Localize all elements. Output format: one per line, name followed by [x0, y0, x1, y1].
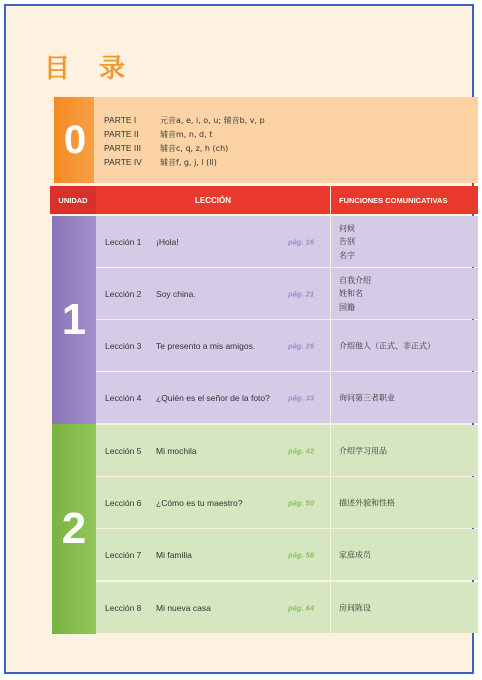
lesson-title: Mi familia — [156, 549, 192, 560]
function-item: 家庭成员 — [339, 549, 371, 559]
lesson-page: pág. 26 — [288, 341, 314, 350]
functions-list — [339, 339, 435, 353]
functions-list — [339, 273, 371, 314]
functions-cell — [331, 529, 478, 580]
lesson-row[interactable] — [96, 216, 478, 267]
lesson-title: ¡Hola! — [156, 236, 179, 247]
funciones-header: FUNCIONES COMUNICATIVAS — [331, 186, 478, 214]
functions-list — [339, 221, 355, 262]
page-title: 目 录 — [44, 54, 136, 84]
function-item: 询问第三者职业 — [339, 392, 395, 402]
parte-desc: 辅音m, n, d, t — [160, 130, 213, 139]
lesson-page: pág. 50 — [288, 498, 314, 507]
lesson-row[interactable] — [96, 529, 478, 580]
lesson-cell — [96, 425, 330, 476]
function-item: 房间陈设 — [339, 602, 371, 612]
function-item: 自我介绍 — [339, 275, 371, 285]
functions-cell — [331, 425, 478, 476]
lesson-number: Lección 4 — [105, 392, 142, 403]
lesson-title: Te presento a mis amigos. — [156, 340, 256, 351]
lesson-cell — [96, 268, 330, 319]
lesson-row[interactable] — [96, 268, 478, 319]
lesson-row[interactable] — [96, 425, 478, 476]
parte-label: PARTE III — [104, 143, 142, 153]
unit-two-tab: 2 — [52, 424, 96, 634]
functions-list — [339, 444, 387, 458]
lesson-page: pág. 16 — [288, 237, 314, 246]
lesson-row[interactable] — [96, 582, 478, 633]
unit-one-tab: 1 — [52, 216, 96, 424]
parte-row — [104, 157, 217, 168]
function-item: 国籍 — [339, 302, 355, 312]
parte-label: PARTE II — [104, 129, 139, 139]
lesson-cell — [96, 529, 330, 580]
unidad-header-tab: UNIDAD — [50, 186, 96, 214]
lesson-number: Lección 6 — [105, 497, 142, 508]
lesson-number: Lección 5 — [105, 445, 142, 456]
parte-label: PARTE I — [104, 115, 137, 125]
lesson-page: pág. 33 — [288, 393, 314, 402]
function-item: 名字 — [339, 250, 355, 260]
lesson-page: pág. 42 — [288, 446, 314, 455]
function-item: 介绍学习用品 — [339, 445, 387, 455]
lesson-page: pág. 58 — [288, 550, 314, 559]
parte-label: PARTE IV — [104, 157, 142, 167]
lesson-cell — [96, 582, 330, 633]
lesson-row[interactable] — [96, 320, 478, 371]
unit-zero-tab: 0 — [54, 97, 96, 183]
functions-cell — [331, 268, 478, 319]
function-item: 告别 — [339, 236, 355, 246]
lesson-number: Lección 8 — [105, 602, 142, 613]
lesson-cell — [96, 372, 330, 423]
parte-row — [104, 143, 228, 154]
parte-desc: 辅音f, g, j, l (ll) — [160, 158, 217, 167]
functions-list — [339, 391, 395, 405]
partes-panel — [94, 97, 478, 183]
functions-list — [339, 496, 395, 510]
lesson-cell — [96, 216, 330, 267]
functions-list — [339, 601, 371, 615]
parte-desc: 元音a, e, i, o, u; 辅音b, v, p — [160, 116, 265, 125]
functions-cell — [331, 477, 478, 528]
functions-cell — [331, 216, 478, 267]
lesson-row[interactable] — [96, 477, 478, 528]
function-item: 问候 — [339, 223, 355, 233]
functions-cell — [331, 582, 478, 633]
lesson-cell — [96, 477, 330, 528]
lesson-number: Lección 2 — [105, 288, 142, 299]
lesson-title: Soy china. — [156, 288, 196, 299]
function-item: 描述外貌和性格 — [339, 497, 395, 507]
functions-cell — [331, 320, 478, 371]
lesson-number: Lección 3 — [105, 340, 142, 351]
lesson-page: pág. 64 — [288, 603, 314, 612]
lesson-title: Mi nueva casa — [156, 602, 211, 613]
functions-list — [339, 548, 371, 562]
lesson-title: ¿Cómo es tu maestro? — [156, 497, 243, 508]
parte-row — [104, 115, 265, 126]
lesson-page: pág. 21 — [288, 289, 314, 298]
parte-row — [104, 129, 212, 140]
parte-desc: 辅音c, q, z, h (ch) — [160, 144, 229, 153]
lesson-title: Mi mochila — [156, 445, 197, 456]
lesson-title: ¿Quién es el señor de la foto? — [156, 392, 270, 403]
lesson-row[interactable] — [96, 372, 478, 423]
lesson-cell — [96, 320, 330, 371]
leccion-header: LECCIÓN — [96, 186, 330, 214]
lesson-number: Lección 7 — [105, 549, 142, 560]
function-item: 姓和名 — [339, 288, 363, 298]
lesson-number: Lección 1 — [105, 236, 142, 247]
function-item: 介绍他人（正式、非正式） — [339, 340, 435, 350]
functions-cell — [331, 372, 478, 423]
